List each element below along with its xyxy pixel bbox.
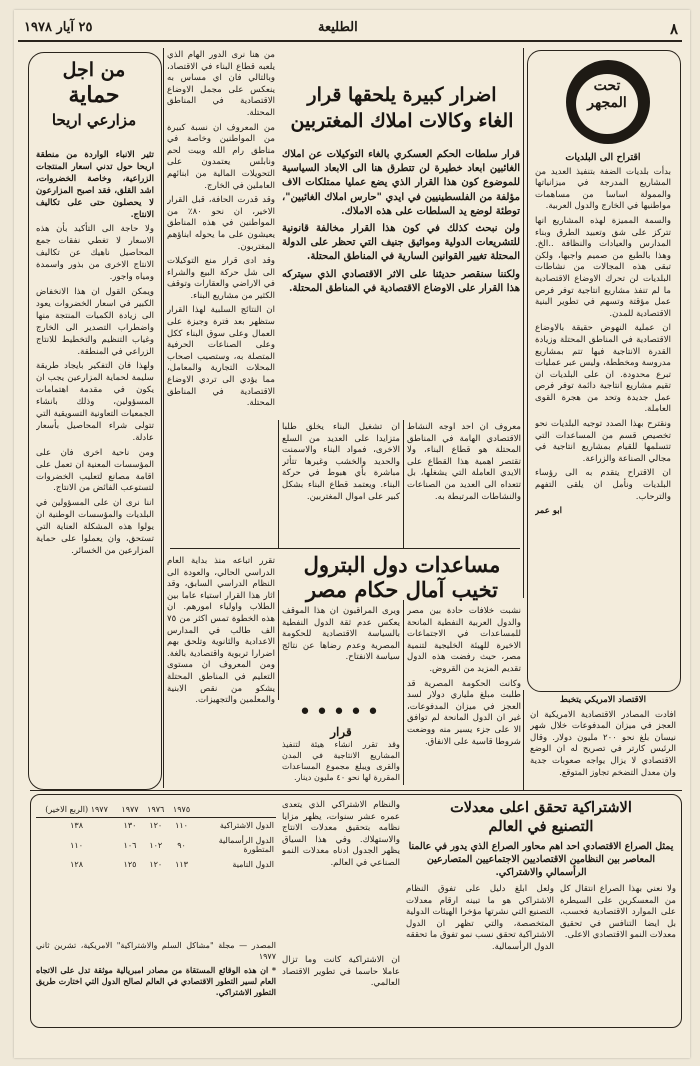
middle-paragraph: وقد قدرت الحافة، قبل القرار الاخير، ان نحو ٨٠٪ من المواطنين في هذه المناطق يعيشون على ما يحوله ابناؤهم المغتربون. (167, 195, 275, 252)
middle-paragraph: وقد ادى قرار منع التوكيلات الى شل حركة البيع والشراء في الاراضي والعقارات وتوقف الكثير من مشاريع البناء. (167, 256, 275, 301)
table-footnote: * ان هذه الوقائع المستقاة من مصادر امبريالية موثقة تدل على الاتجاه العام لسير التطور الاقتصادي في العالم لصالح الدول التي اختارت طريق التطور الاشتراكي. (36, 965, 276, 997)
petrol-column (282, 606, 400, 696)
decision-body: وقد تقرر انشاء هيئة لتنفيذ المشاريع الانتاجية في المدن والقرى ويبلغ مجموع المساعدات المقررة لها نحو ٤٠ مليون دينار. (282, 739, 400, 782)
socialism-column (282, 800, 400, 950)
main-lead-paragraph: ولن نبحث كذلك في كون هذا القرار مخالفة قانونية للتشريعات الدولية ومواثيق جنيف التي تحظر على الدولة المحتلة تغيير القوانين السارية في المناطق المحتلة. (282, 223, 520, 263)
left-paragraph: ومن ناحية اخرى فان على المؤسسات المعنية ان تعمل على اقامة مصانع لتعليب الخضروات لتستوعب الفائض من الانتاج. (36, 447, 154, 494)
stats-table (36, 802, 276, 872)
middle-paragraph: من هنا نرى الدور الهام الذي يلعبه قطاع البناء في الاقتصاد، وبالتالي فان اي مساس به ينعكس على مجمل الاوضاع الاقتصادية في المناطق المحتلة. (167, 50, 275, 118)
left-story-text (36, 150, 154, 782)
column-rule (163, 48, 164, 788)
main-lead-paragraph: قرار سلطات الحكم العسكري بالغاء التوكيلات عن املاك الغائبين ابعاد خطيرة لن تتطرق هنا الى الابعاد السياسية للموضوع كون هذا القرار الذي يضع عمليا ممتلكات الاف مؤلفة من الفلسطينيين في ايدي "حارس املاك الغائبين"، توطئة لوضع يد السلطات على هذه الاملاك. (282, 149, 520, 217)
table-cell: ٩٠ (177, 840, 186, 850)
section-rule (30, 790, 682, 791)
section-rule (170, 548, 520, 549)
main-headline-line2: الغاء وكالات املاك المغتربين (290, 110, 514, 132)
table-cell: ١٣٠ (123, 821, 137, 830)
left-paragraph: ولا حاجة الى التأكيد بأن هذه الاسعار لا تغطي نفقات جمع المحاصيل ناهيك عن تكاليف الانتاج الاخرى من بذور واسمدة ومياه واجور. (36, 224, 154, 283)
table-cell: ١١٠ (175, 821, 188, 830)
table-cell: ١١٣ (175, 860, 188, 869)
left-paragraph: اننا نرى ان على المسؤولين في البلديات والمؤسسات الوطنية ان يولوا هذه المشكلة العناية التي تستحق، وان يعملوا على حماية المزارعين من الخسائر. (36, 498, 154, 556)
left-headline (30, 58, 158, 133)
main-headline (282, 82, 522, 134)
main-story-column (407, 422, 521, 546)
table-header-cell (194, 802, 276, 818)
column-rule (403, 420, 404, 548)
socialism-column (560, 884, 676, 1022)
main-lead-paragraph: ولكننا سنقصر حديثنا على الاثر الاقتصادي الذي سيتركه هذا القرار على الاوضاع الاقتصادية في المناطق المحتلة. (282, 268, 520, 294)
issue-date: ٢٥ آيار ١٩٧٨ (24, 20, 93, 35)
main-story-column (282, 422, 400, 546)
left-headline-line2: حماية (68, 82, 120, 108)
socialism-paragraph: ولا نعني بهذا الصراع انتقال كل من المعسكرين على السيطرة على الموارد الاقتصادية فحسب، بل ايضا التنافس في تحقيق معدلات النمو الاقتصادي الاعلى. (560, 884, 676, 941)
column-paragraph: والسمة المميزة لهذه المشاريع انها تتركز على شق وتعبيد الطرق وبناء المدارس والعيادات والنظافة ..الخ. وهذا بالطبع من صميم واجبها، ولكن تبقى هذه المجالات من نشاطات البلديات لن تحرك الاوضاع الاقتصادية ما لم تنفذ مشاريع انتاجية توفر فرص عمل مؤقتة وتسهم في تطوير البنية الاقتصادية للمدن. (535, 215, 671, 319)
column-paragraph: ونقترح بهذا الصدد توجيه البلديات نحو تخصيص قسم من المساعدات التي تتسلمها للقيام بمشاريع انتاجية في مجالي الصناعة والزراعة. (535, 419, 671, 464)
petrol-headline-line2: تخيب آمال حكام مصر (305, 577, 499, 602)
table-cell: ١٠٦ (123, 840, 137, 850)
socialism-headline (406, 798, 676, 836)
middle-paragraph: ان النتائج السلبية لهذا القرار ستظهر بعد فترة وجيزة على العمال وعلى سوق البناء ككل وعلى الصناعات الحرفية المتصلة به، وستصيب اصحاب المحلات التجارية والمعامل، مما يؤدي الى تردي الاوضاع الاقتصادية في المناطق المحتلة. (167, 305, 275, 409)
table-row (36, 833, 276, 857)
decision-label: قرار (330, 725, 352, 739)
econ-short-subhead: الاقتصاد الامريكي يتخبط (559, 695, 647, 705)
column-paragraph: ان الاقتراح يتقدم به الى رؤساء البلديات ونأمل ان يلقى التفهم والترحاب. (535, 468, 671, 502)
column-rule (278, 590, 279, 700)
column-rule (523, 690, 524, 790)
column-title-line2: المجهر (587, 95, 627, 111)
main-story-lead (282, 148, 520, 416)
publication-name: الطليعة (318, 20, 358, 35)
socialism-paragraph: ان الاشتراكية كانت وما تزال عاملا حاسما في تطوير الاقتصاد العالمي. (282, 955, 400, 989)
decision-item (282, 700, 400, 788)
stats-table-wrap (36, 802, 276, 912)
table-notes (36, 940, 276, 1020)
petrol-paragraph: وكانت الحكومة المصرية قد طلبت مبلغ ملياري دولار لسد العجز في ميزان المدفوعات، غير ان الدول المانحة لم توافق الا على جزء يسير منه ووضعت شروطا قاسية على الانفاق. (407, 678, 521, 747)
education-paragraph: تقرر اتباعه منذ بداية العام الدراسي الحالي، والعودة الى النظام الدراسي السابق، وقد اثار هذا القرار استياء عاما بين الطلاب واولياء امورهم. ان هذه الخطوة تمس اكثر من ٧٥ الف طالب في المدارس الاعدادية والثانوية وتلحق بهم اضرارا تربوية واقتصادية بالغة. ومن المعروف ان مستوى التعليم في المناطق المحتلة يشكو من نقص الابنية والمعلمين والتجهيزات. (167, 556, 275, 706)
table-header-cell: ١٩٧٥ (169, 802, 195, 818)
column-paragraph: بدأت بلديات الضفة بتنفيذ العديد من المشاريع المدرجة في ميزانياتها والممولة اساسا من مساهمات مواطنيها في الخارج والدول العربية. (535, 166, 671, 212)
socialism-column (282, 955, 400, 1021)
column-box-text (535, 152, 671, 680)
education-column (167, 556, 275, 786)
table-cell: ١٠٢ (149, 840, 163, 850)
left-paragraph: ولهذا فان التفكير بايجاد طريقة سليمة لحماية المزارعين يجب ان يكون في مقدمة اهتمامات المسؤولين، وذلك بانشاء الجمعيات التعاونية التسويقية التي تتولى شراء المحاصيل بأسعار عادلة. (36, 361, 154, 443)
left-headline-line3: مزارعي اريحا (51, 111, 137, 129)
socialism-paragraph: والنظام الاشتراكي الذي يتعدى عمره عشر سنوات، يظهر مزايا نظامه بتحقيق معدلات الانتاج والاستهلاك. وفي هذا السياق يظهر الجدول ادناه معدلات النمو الصناعي في العالم. (282, 800, 400, 868)
table-row (36, 857, 276, 872)
main-column-paragraph: معروف ان احد اوجه النشاط الاقتصادي الهامة في المناطق المحتلة هو قطاع البناء، ولا تقتصر اهمية هذا القطاع على الايدي العاملة التي يشغلها، بل تتعداه الى العديد من الصناعات والنشاطات المرتبطة به. (407, 422, 521, 502)
socialism-lead: يمثل الصراع الاقتصادي احد اهم محاور الصراع الذي يدور في عالمنا المعاصر بين النظامين الاقتصاديين الاجتماعيين المتصارعين الرأسمالي والاشتراكي. (408, 841, 674, 878)
table-cell: ١٢٠ (149, 821, 163, 830)
petrol-headline-line1: مساعدات دول البترول (303, 552, 501, 577)
table-cell: ١٢٨ (70, 860, 83, 869)
table-row (36, 818, 276, 834)
middle-continuation-column (167, 50, 275, 548)
socialism-column (406, 884, 554, 1022)
middle-paragraph: من المعروف ان نسبة كبيرة من المواطنين وخاصة في مناطق رام الله وبيت لحم ونابلس يعتمدون على التحويلات المالية من ابنائهم العاملين في الخارج. (167, 122, 275, 191)
socialism-paragraph: ولعل ابلغ دليل على تفوق النظام الاشتراكي هو ما تبينه ارقام معدلات التصنيع التي نشرتها مؤخرا الهيئات الدولية المتخصصة، والتي تظهر ان الدول الاشتراكية تحقق نسب نمو تفوق ما تحققه الدول الرأسمالية. (406, 884, 554, 952)
socialism-headline-line1: الاشتراكية تحقق اعلى معدلات (450, 799, 632, 816)
petrol-headline (282, 552, 522, 602)
table-row-label: الدول النامية (232, 860, 274, 869)
econ-short-body: افادت المصادر الاقتصادية الامريكية ان العجز في ميزان المدفوعات خلال شهر نيسان بلغ نحو ٢٠٠ مليون دولار. وقال الرئيس كارتر في تصريح له ان الوضع الاقتصادي لا يزال يواجه صعوبات جدية وان معدل التضخم تجاوز المتوقع. (530, 709, 676, 778)
table-header-cell: ١٩٧٦ (143, 802, 169, 818)
column-title-line1: تحت (593, 78, 621, 94)
table-cell: ١٢٠ (149, 860, 163, 869)
column-rule (523, 48, 524, 598)
table-source: المصدر — مجلة "مشاكل السلم والاشتراكية" الامريكية، تشرين ثاني ١٩٧٧ (36, 941, 276, 961)
table-header-row (36, 802, 276, 818)
column-logo (576, 74, 638, 134)
main-column-paragraph: ان تشغيل البناء يخلق طلبا متزايدا على العديد من السلع الاخرى، فمواد البناء والاسمنت والحديد والخشب وغيرها تتأثر مباشرة بأي هبوط في حركة البناء. ويعتمد قطاع البناء بشكل كبير على اموال المغتربين. (282, 422, 400, 502)
table-cell: ١٢٥ (123, 860, 137, 869)
table-header-cell: ١٩٧٧ (117, 802, 143, 818)
econ-short-item (530, 695, 676, 787)
petrol-column (407, 606, 521, 786)
table-cell: ١١٠ (70, 840, 83, 850)
petrol-paragraph: نشبت خلافات حادة بين مصر والدول العربية النفطية المانحة للمساعدات في الاجتماعات الاخيرة للهيئة الخليجية لتنمية مصر، حيث رفضت هذه الدول تقديم المزيد من القروض. (407, 606, 521, 674)
page-header (18, 18, 682, 42)
separator-dots: ••••• (298, 700, 384, 725)
table-header-cell: ١٩٧٧ (الربع الاخير) (36, 802, 117, 818)
left-paragraph: ويمكن القول ان هذا الانخفاض الكبير في اسعار الخضروات يعود الى زيادة الكميات المنتجة منها واضطراب التصدير الى الخارج وغياب التنظيم والتخطيط للانتاج الزراعي في المنطقة. (36, 286, 154, 357)
socialism-headline-line2: التصنيع في العالم (488, 818, 594, 835)
left-lead: تثير الانباء الواردة من منطقة اريحا حول تدني اسعار المنتجات الزراعية، وخاصة الخضروات، اشد القلق، فقد اصبح المزارعون لا يحصلون حتى على تكاليف الانتاج. (36, 150, 154, 220)
column-rule (403, 600, 404, 785)
column-signature: ابو عمر (535, 506, 563, 517)
page-number: ٨ (669, 20, 678, 38)
main-headline-line1: اضرار كبيرة يلحقها قرار (307, 84, 497, 106)
column-subhead: اقتراح الى البلديات (565, 152, 641, 163)
table-cell: ١٣٨ (70, 821, 83, 830)
column-logo-ring (566, 60, 650, 144)
left-headline-line1: من اجل (62, 59, 126, 81)
petrol-paragraph: ويرى المراقبون ان هذا الموقف يعكس عدم ثقة الدول النفطية بالسياسة الاقتصادية للحكومة المصرية وعدم رضاها عن نتائج سياسة الانفتاح. (282, 606, 400, 663)
column-rule (278, 420, 279, 548)
table-row-label: الدول الاشتراكية (219, 821, 274, 830)
table-row-label: الدول الرأسمالية المتطورة (218, 836, 274, 854)
column-paragraph: ان عملية النهوض حقيقة بالاوضاع الاقتصادية في المناطق المحتلة وزيادة القدرة الانتاجية فيها تتم بمشاريع مدروسة ومخططة، وليس عبر عمليات تبرع محدودة. ان على البلديات ان تقيم مشاريع انتاجية دائمة توفر فرص عمل جديدة وتحد من هجرة القوى العاملة. (535, 323, 671, 415)
